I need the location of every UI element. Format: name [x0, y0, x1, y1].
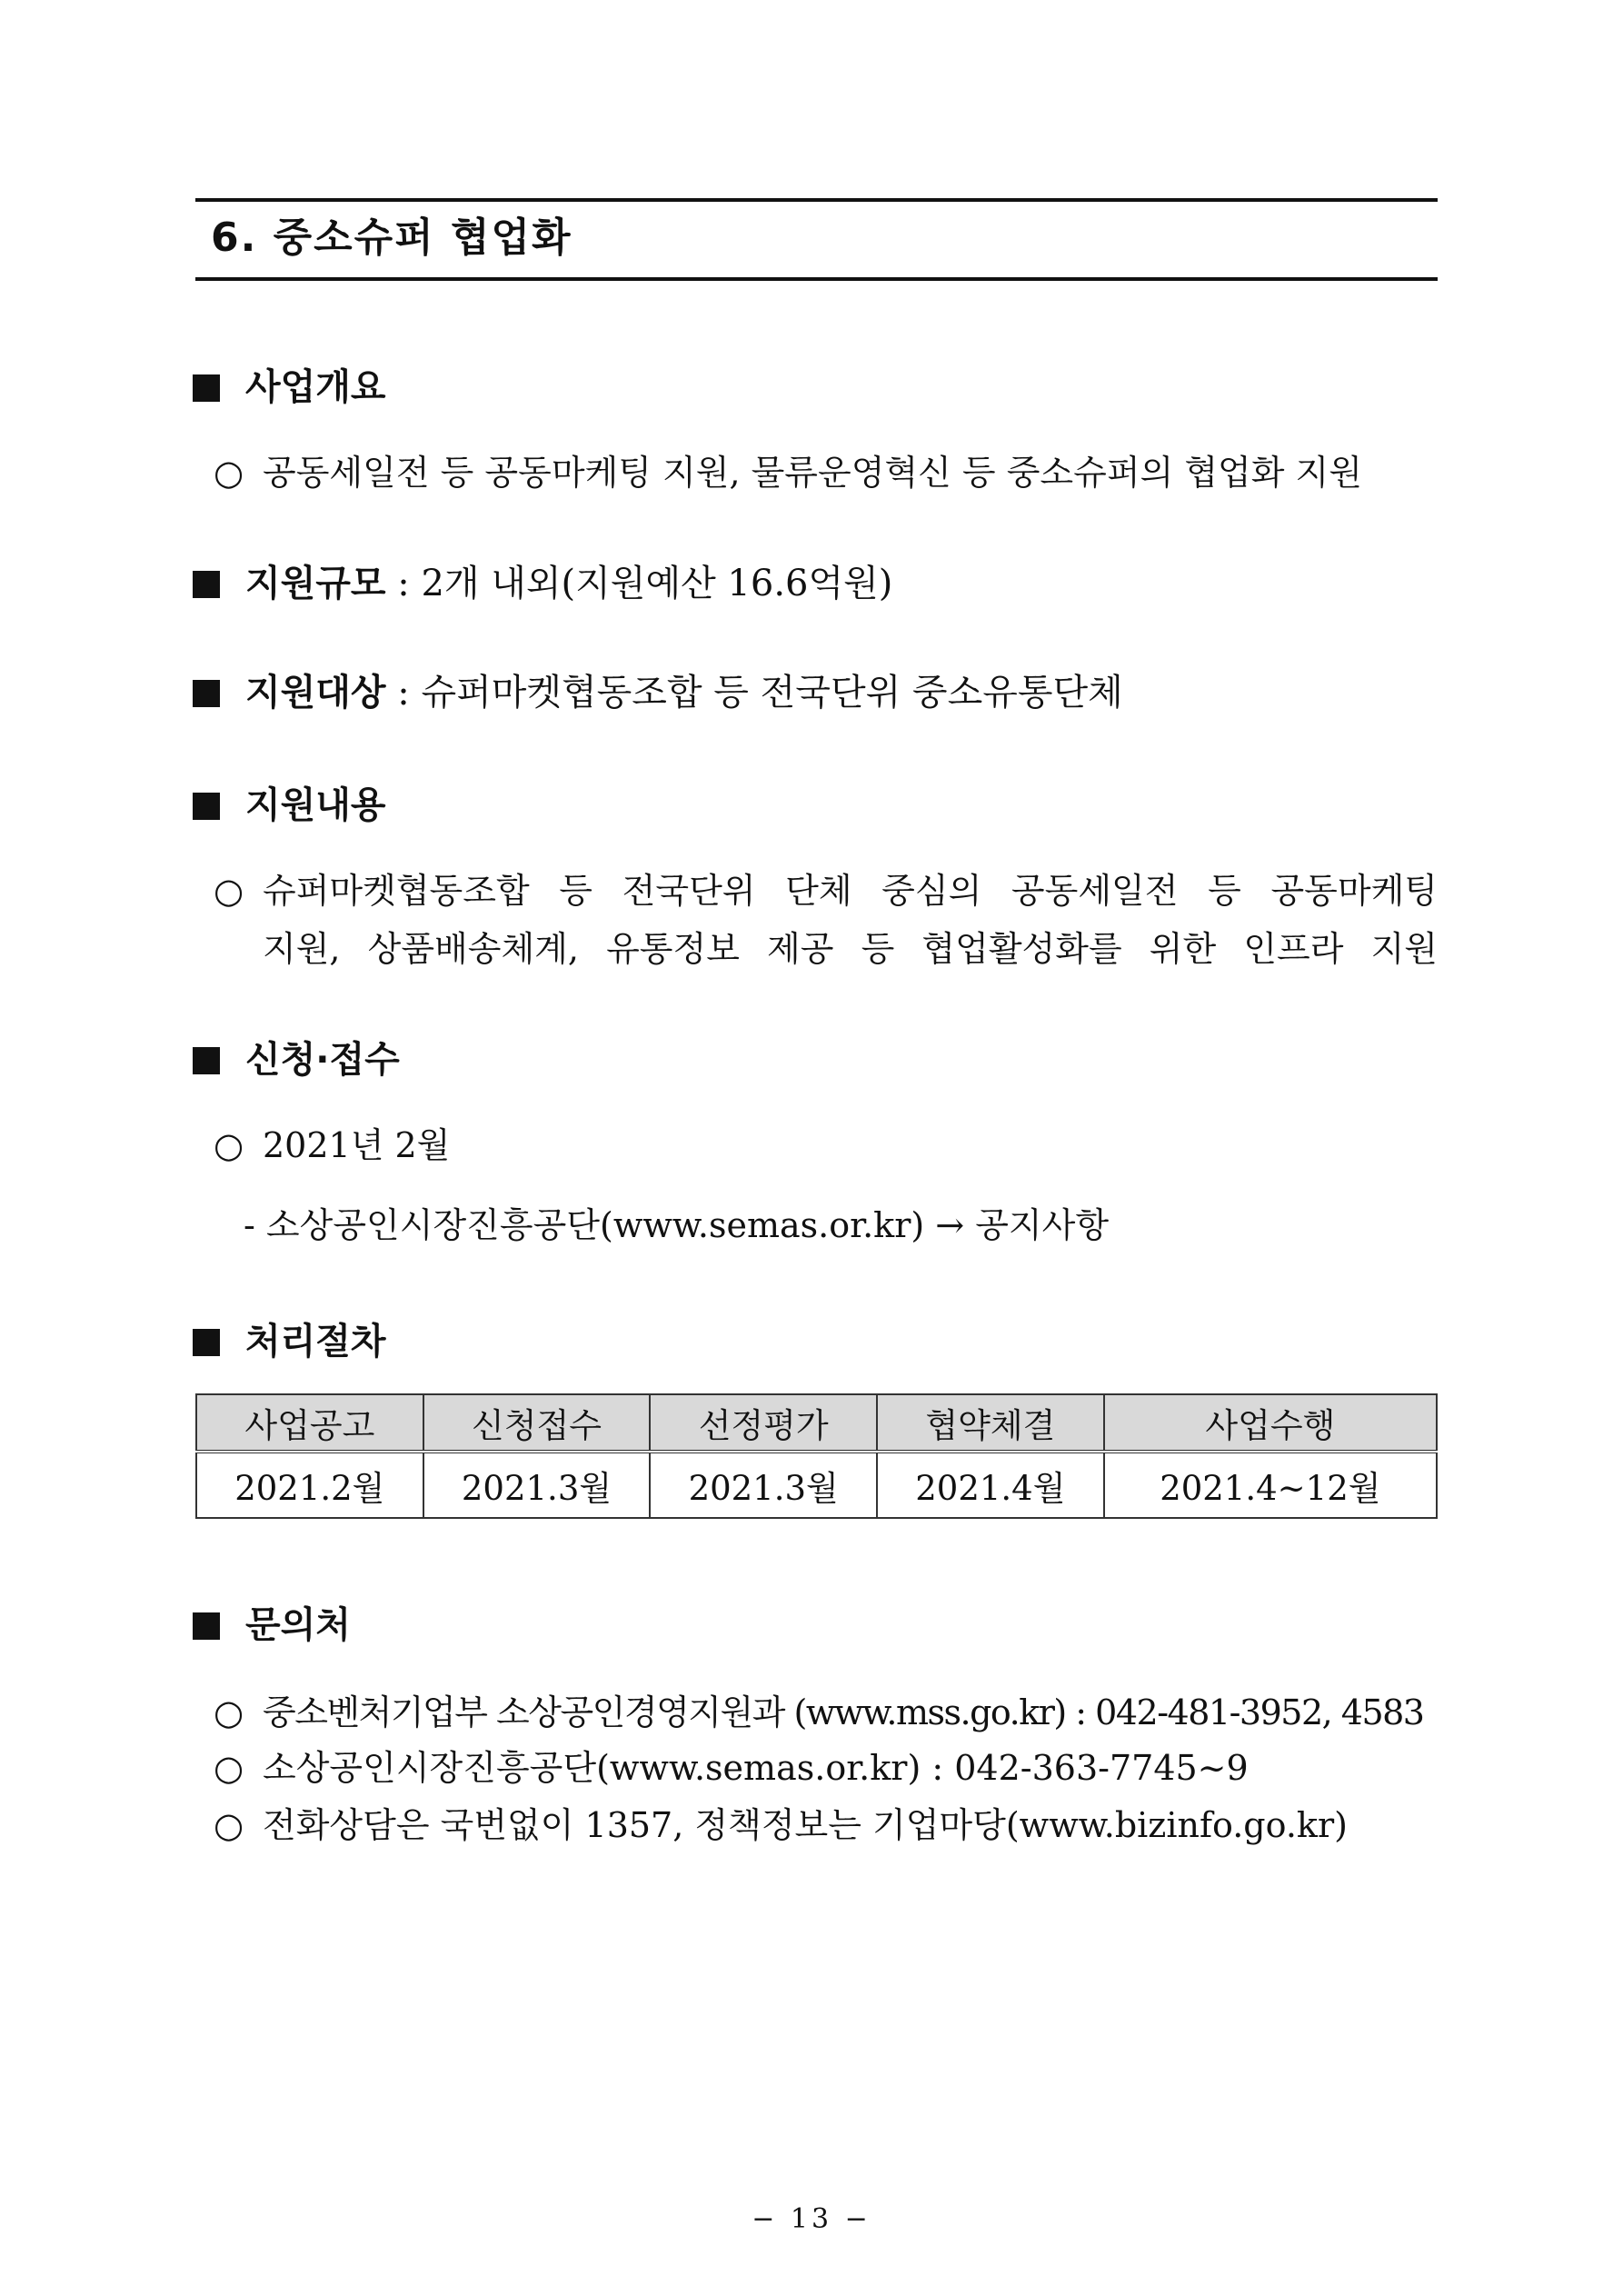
apply-detail: - 소상공인시장진흥공단(www.semas.or.kr) → 공지사항 [244, 1205, 1110, 1245]
square-bullet-icon [193, 1329, 220, 1356]
scale-heading: 지원규모 : 2개 내외(지원예산 16.6억원) [193, 558, 892, 609]
circle-bullet-icon: ○ [214, 871, 244, 911]
step-cell: 사업공고 [196, 1394, 423, 1452]
square-bullet-icon [193, 680, 220, 707]
date-cell: 2021.2월 [196, 1452, 423, 1518]
step-cell: 협약체결 [877, 1394, 1104, 1452]
date-cell: 2021.4월 [877, 1452, 1104, 1518]
contact-item: ○ 중소벤처기업부 소상공인경영지원과 (www.mss.go.kr) : 042-481-3952, 4583 [214, 1687, 1423, 1738]
target-value: : 슈퍼마켓협동조합 등 전국단위 중소유통단체 [397, 672, 1123, 714]
circle-bullet-icon: ○ [214, 1748, 244, 1788]
content-text-line1: 슈퍼마켓협동조합 등 전국단위 단체 중심의 공동세일전 등 공동마케팅 [263, 871, 1438, 911]
circle-bullet-icon: ○ [214, 453, 244, 493]
step-cell: 사업수행 [1104, 1394, 1437, 1452]
procedure-table [195, 1393, 1438, 1519]
square-bullet-icon [193, 1047, 220, 1074]
content-heading: 지원내용 [193, 780, 386, 831]
scale-value: : 2개 내외(지원예산 16.6억원) [397, 563, 893, 604]
content-item-line1 [214, 865, 263, 916]
content-text-line2: 지원, 상품배송체계, 유통정보 제공 등 협업활성화를 위한 인프라 지원 [263, 929, 1438, 969]
circle-bullet-icon: ○ [214, 1125, 244, 1165]
section-title: 6. 중소슈퍼 협업화 [211, 215, 573, 261]
procedure-dates-row [196, 1452, 1437, 1518]
apply-date: ○ 2021년 2월 [214, 1120, 450, 1171]
procedure-heading: 처리절차 [193, 1316, 386, 1367]
target-heading: 지원대상 : 슈퍼마켓협동조합 등 전국단위 중소유통단체 [193, 667, 1123, 718]
contact-item: ○ 소상공인시장진흥공단(www.semas.or.kr) : 042-363-7745~9 [214, 1742, 1249, 1793]
overview-item: ○ 공동세일전 등 공동마케팅 지원, 물류운영혁신 등 중소슈퍼의 협업화 지원 [214, 447, 1362, 498]
title-rule-bottom [195, 277, 1438, 281]
date-cell: 2021.4~12월 [1104, 1452, 1437, 1518]
square-bullet-icon [193, 571, 220, 598]
square-bullet-icon [193, 374, 220, 402]
step-cell: 신청접수 [423, 1394, 651, 1452]
title-rule-top [195, 198, 1438, 202]
circle-bullet-icon: ○ [214, 1692, 244, 1732]
step-cell: 선정평가 [650, 1394, 877, 1452]
contact-heading: 문의처 [193, 1600, 351, 1651]
date-cell: 2021.3월 [650, 1452, 877, 1518]
procedure-steps-row [196, 1394, 1437, 1452]
page-number: − 13 − [752, 2203, 871, 2235]
date-cell: 2021.3월 [423, 1452, 651, 1518]
contact-item: ○ 전화상담은 국번없이 1357, 정책정보는 기업마당(www.bizinfo.go.kr) [214, 1800, 1348, 1851]
overview-heading: 사업개요 [193, 362, 386, 413]
apply-heading: 신청·접수 [193, 1034, 400, 1085]
square-bullet-icon [193, 1612, 220, 1640]
circle-bullet-icon: ○ [214, 1805, 244, 1845]
square-bullet-icon [193, 793, 220, 820]
